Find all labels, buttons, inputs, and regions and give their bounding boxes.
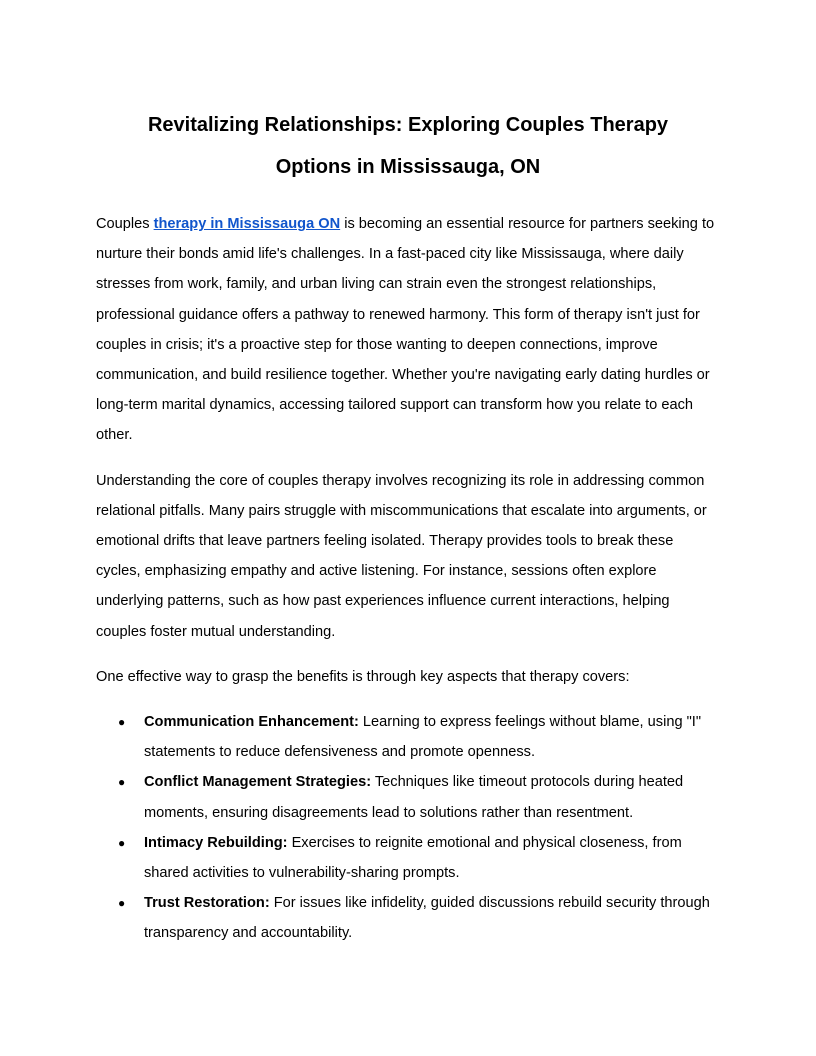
therapy-mississauga-link[interactable]: therapy in Mississauga ON	[153, 216, 341, 232]
list-item-term: Intimacy Rebuilding:	[144, 834, 288, 851]
intro-text-before-link: Couples	[96, 216, 154, 232]
bullet-icon: ●	[118, 775, 126, 790]
list-item	[96, 707, 720, 767]
benefits-intro-paragraph: One effective way to grasp the benefits is through key aspects that therapy covers:	[96, 668, 630, 685]
list-item-term: Trust Restoration:	[144, 895, 270, 912]
benefits-list	[96, 707, 720, 949]
list-item-term: Communication Enhancement:	[144, 714, 359, 731]
title-line-2: Options in Mississauga, ON	[275, 156, 541, 178]
list-item-term: Conflict Management Strategies:	[144, 774, 372, 791]
bullet-icon: ●	[118, 835, 126, 850]
list-item	[96, 828, 720, 888]
document-page	[96, 96, 720, 949]
understanding-paragraph: Understanding the core of couples therapy involves recognizing its role in addressing common relational pitfalls. Many pairs struggle with miscommunications that escalate into arguments, or emotional drifts that leave partners feeling isolated. Therapy provides tools to break these cycles, emphasizing empathy and active listening. For instance, sessions often explore underlying patterns, such as how past experiences influence current interactions, helping couples foster mutual understanding.	[96, 472, 707, 640]
list-item	[96, 888, 720, 948]
list-item-text: For issues like infidelity, guided discussions rebuild security through transparency and accountability.	[144, 895, 710, 942]
list-item-text: Learning to express feelings without blame, using "I" statements to reduce defensiveness and promote openness.	[144, 714, 702, 761]
intro-paragraph	[96, 209, 720, 451]
list-item-text: Exercises to reignite emotional and physical closeness, from shared activities to vulnerability-sharing prompts.	[144, 834, 682, 882]
intro-text-after-link: is becoming an essential resource for partners seeking to nurture their bonds amid life's challenges. In a fast-paced city like Mississauga, where daily stresses from work, family, and urban living can strain even the strongest relationships, professional guidance offers a pathway to renewed harmony. This form of therapy isn't just for couples in crisis; it's a proactive step for those wanting to deepen connections, improve communication, and build resilience together. Whether you're navigating early dating hurdles or long-term marital dynamics, accessing tailored support can transform how you relate to each other.	[96, 216, 715, 444]
bullet-icon: ●	[118, 715, 126, 730]
title-line-1: Revitalizing Relationships: Exploring Couples Therapy	[147, 114, 669, 136]
page-title	[96, 96, 720, 188]
list-item	[96, 767, 720, 827]
bullet-icon: ●	[118, 896, 126, 911]
list-item-text: Techniques like timeout protocols during heated moments, ensuring disagreements lead to solutions rather than resentment.	[144, 774, 684, 821]
